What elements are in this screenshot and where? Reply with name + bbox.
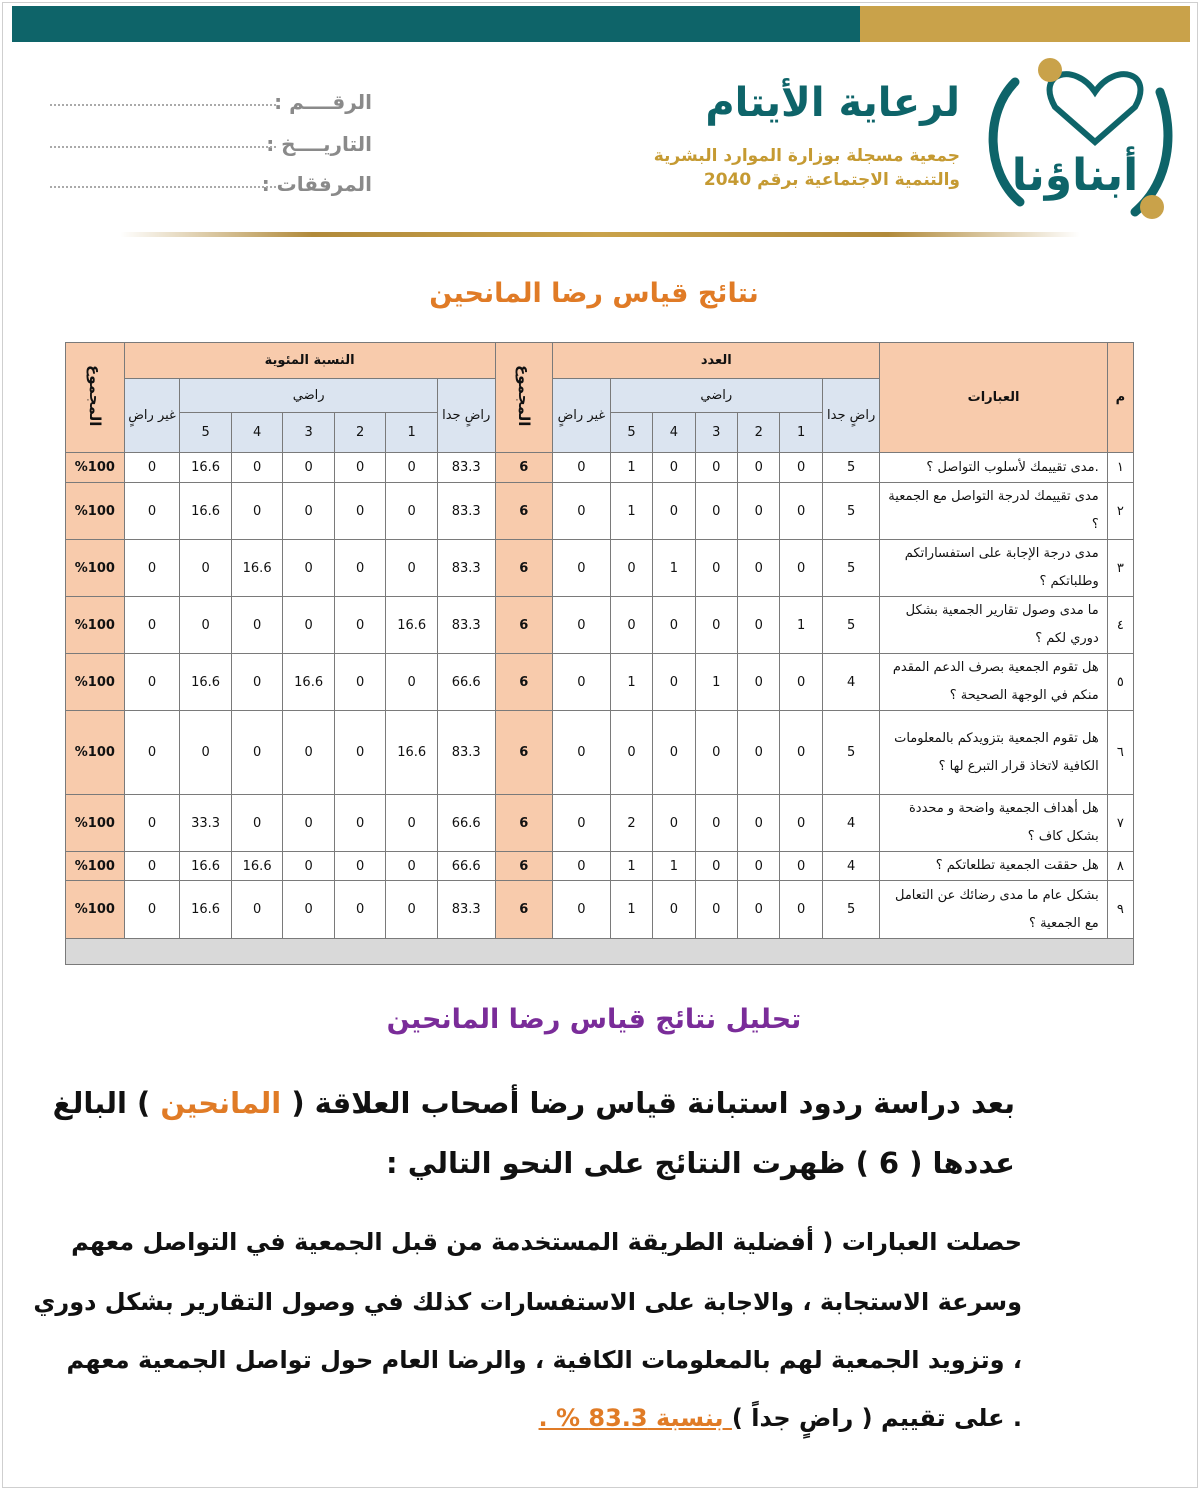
percent-cell: 0 (386, 453, 438, 483)
count-cell: 0 (553, 795, 611, 852)
count-cell: 0 (695, 852, 737, 881)
dotted-line (50, 146, 276, 148)
percent-total-cell: %100 (66, 597, 125, 654)
count-cell: 0 (553, 852, 611, 881)
statement-cell: هل تقوم الجمعية بصرف الدعم المقدم منكم في الوجهة الصحيحة ؟ (880, 654, 1107, 711)
percent-total-cell: %100 (66, 654, 125, 711)
count-cell: 0 (653, 453, 695, 483)
column-header-percent-total (66, 343, 125, 453)
percent-cell: 0 (334, 483, 386, 540)
percent-cell: 16.6 (283, 654, 335, 711)
percent-cell: 0 (283, 597, 335, 654)
total-label: المجموع (85, 364, 104, 427)
count-cell: 0 (553, 654, 611, 711)
percent-cell: 83.3 (437, 711, 495, 795)
count-cell: 1 (610, 483, 652, 540)
count-cell: 0 (610, 597, 652, 654)
percent-cell: 16.6 (180, 852, 232, 881)
percent-cell: 0 (334, 654, 386, 711)
level-header: 5 (610, 413, 652, 453)
percent-cell: 66.6 (437, 654, 495, 711)
percent-cell: 0 (386, 540, 438, 597)
row-number: ١ (1107, 453, 1133, 483)
percent-cell: 0 (231, 453, 283, 483)
date-label: التاريــــخ : (266, 132, 372, 156)
count-cell: 0 (653, 795, 695, 852)
row-number: ٤ (1107, 597, 1133, 654)
table-body (66, 453, 1134, 939)
percent-cell: 0 (334, 453, 386, 483)
count-cell: 0 (553, 483, 611, 540)
percent-total-cell: %100 (66, 852, 125, 881)
percent-cell: 0 (231, 711, 283, 795)
count-cell: 0 (695, 711, 737, 795)
percent-total-cell: %100 (66, 540, 125, 597)
donors-highlight: المانحين (150, 1086, 292, 1120)
analysis-intro-line-1 (53, 1086, 1015, 1120)
count-total-cell: 6 (495, 540, 553, 597)
percent-cell: 0 (124, 654, 180, 711)
percent-cell: 0 (231, 483, 283, 540)
count-cell: 0 (653, 597, 695, 654)
percent-cell: 0 (334, 881, 386, 939)
count-cell: 0 (738, 540, 780, 597)
percent-cell: 16.6 (180, 453, 232, 483)
count-cell: 0 (738, 597, 780, 654)
table-row (66, 654, 1134, 711)
row-number: ٥ (1107, 654, 1133, 711)
percent-cell: 0 (334, 711, 386, 795)
statement-cell: ما مدى وصول تقارير الجمعية بشكل دوري لكم ؟ (880, 597, 1107, 654)
level-header: 1 (386, 413, 438, 453)
statement-cell: مدى تقييمك لدرجة التواصل مع الجمعية ؟ (880, 483, 1107, 540)
count-cell: 0 (780, 540, 822, 597)
percent-cell: 16.6 (180, 483, 232, 540)
percent-cell: 83.3 (437, 597, 495, 654)
count-cell: 0 (695, 540, 737, 597)
statement-cell: هل أهداف الجمعية واضحة و محددة بشكل كاف ؟ (880, 795, 1107, 852)
count-cell: 0 (780, 852, 822, 881)
intro-text-start: بعد دراسة ردود استبانة قياس رضا أصحاب العلاقة ( (291, 1086, 1015, 1120)
percent-cell: 0 (283, 711, 335, 795)
count-cell: 0 (738, 453, 780, 483)
percent-total-cell: %100 (66, 711, 125, 795)
statement-cell: مدى درجة الإجابة على استفساراتكم وطلباتكم ؟ (880, 540, 1107, 597)
count-cell: 0 (738, 852, 780, 881)
percent-cell: 0 (283, 483, 335, 540)
percent-total-cell: %100 (66, 483, 125, 540)
reference-number-field (50, 90, 372, 116)
organization-logo (975, 52, 1180, 222)
count-cell: 0 (738, 795, 780, 852)
percent-cell: 16.6 (180, 881, 232, 939)
percent-cell: 0 (124, 453, 180, 483)
percent-cell: 16.6 (231, 540, 283, 597)
column-header-number: م (1107, 343, 1133, 453)
page-title: نتائج قياس رضا المانحين (429, 278, 759, 309)
percent-cell: 0 (334, 597, 386, 654)
percent-cell: 0 (283, 795, 335, 852)
rating-text: . على تقييم ( راضٍ جداً ) (731, 1404, 1022, 1432)
results-table (65, 342, 1134, 965)
row-number: ٨ (1107, 852, 1133, 881)
count-total-cell: 6 (495, 711, 553, 795)
level-header: 3 (283, 413, 335, 453)
analysis-body-line-2: وسرعة الاستجابة ، والاجابة على الاستفسارات كذلك في وصول التقارير بشكل دوري (33, 1288, 1022, 1316)
percent-total-cell: %100 (66, 881, 125, 939)
count-cell: 5 (822, 881, 880, 939)
row-number: ٦ (1107, 711, 1133, 795)
percent-cell: 66.6 (437, 795, 495, 852)
percent-total-cell: %100 (66, 453, 125, 483)
logo-wordmark: أبناؤنا (1011, 150, 1139, 201)
percentage-highlight: بنسبة 83.3 % . (538, 1404, 732, 1432)
percent-cell: 0 (283, 852, 335, 881)
percent-cell: 83.3 (437, 483, 495, 540)
column-header-very-satisfied: راضٍ جدا (822, 379, 880, 453)
count-cell: 1 (695, 654, 737, 711)
percent-cell: 0 (180, 711, 232, 795)
column-group-percent: النسبة المئوية (124, 343, 495, 379)
count-cell: 0 (780, 795, 822, 852)
statement-cell: هل تقوم الجمعية بتزويدكم بالمعلومات الكافية لاتخاذ قرار التبرع لها ؟ (880, 711, 1107, 795)
percent-cell: 0 (124, 795, 180, 852)
count-cell: 0 (738, 654, 780, 711)
count-cell: 0 (695, 453, 737, 483)
percent-cell: 0 (231, 795, 283, 852)
table-row (66, 453, 1134, 483)
count-cell: 0 (553, 711, 611, 795)
dotted-line (50, 104, 276, 106)
percent-cell: 0 (386, 881, 438, 939)
count-cell: 0 (738, 483, 780, 540)
percent-cell: 16.6 (180, 654, 232, 711)
analysis-body-line-1: حصلت العبارات ( أفضلية الطريقة المستخدمة من قبل الجمعية في التواصل معهم (71, 1228, 1022, 1256)
statement-cell: بشكل عام ما مدى رضائك عن التعامل مع الجمعية ؟ (880, 881, 1107, 939)
percent-cell: 0 (231, 597, 283, 654)
percent-cell: 0 (283, 540, 335, 597)
percent-cell: 0 (386, 654, 438, 711)
table-row (66, 795, 1134, 852)
count-cell: 0 (653, 654, 695, 711)
count-total-cell: 6 (495, 654, 553, 711)
percent-cell: 0 (180, 540, 232, 597)
percent-cell: 0 (231, 654, 283, 711)
level-header: 3 (695, 413, 737, 453)
level-header: 5 (180, 413, 232, 453)
reference-number-label: الرقــــم : (274, 90, 372, 114)
count-cell: 0 (780, 483, 822, 540)
dotted-line (50, 186, 276, 188)
count-cell: 0 (695, 597, 737, 654)
percent-cell: 16.6 (386, 597, 438, 654)
table-row (66, 711, 1134, 795)
attachments-label: المرفقات : (261, 172, 372, 196)
percent-cell: 0 (386, 852, 438, 881)
count-cell: 0 (695, 795, 737, 852)
percent-cell: 0 (386, 795, 438, 852)
registration-line-1: جمعية مسجلة بوزارة الموارد البشرية (653, 146, 960, 166)
column-header-very-satisfied: راضٍ جدا (437, 379, 495, 453)
percent-cell: 0 (283, 453, 335, 483)
header-band-teal (12, 6, 860, 42)
percent-cell: 0 (180, 597, 232, 654)
percent-cell: 0 (124, 852, 180, 881)
count-cell: 0 (610, 540, 652, 597)
percent-cell: 0 (386, 483, 438, 540)
statement-cell: هل حققت الجمعية تطلعاتكم ؟ (880, 852, 1107, 881)
count-cell: 0 (780, 711, 822, 795)
date-field (50, 132, 372, 158)
registration-line-2: والتنمية الاجتماعية برقم 2040 (703, 170, 960, 190)
percent-cell: 16.6 (386, 711, 438, 795)
total-label: المجموع (514, 364, 533, 427)
attachments-field (50, 172, 372, 198)
count-cell: 1 (610, 881, 652, 939)
count-cell: 0 (653, 483, 695, 540)
intro-text-end: ) البالغ (52, 1086, 151, 1120)
table-row (66, 852, 1134, 881)
count-cell: 0 (553, 540, 611, 597)
level-header: 4 (653, 413, 695, 453)
column-header-satisfied: راضي (610, 379, 822, 413)
count-cell: 0 (780, 453, 822, 483)
percent-cell: 83.3 (437, 881, 495, 939)
percent-cell: 0 (334, 852, 386, 881)
count-cell: 5 (822, 483, 880, 540)
row-number: ٢ (1107, 483, 1133, 540)
count-cell: 0 (780, 881, 822, 939)
count-cell: 4 (822, 852, 880, 881)
count-cell: 0 (610, 711, 652, 795)
analysis-title: تحليل نتائج قياس رضا المانحين (386, 1004, 802, 1035)
percent-cell: 0 (124, 881, 180, 939)
row-number: ٩ (1107, 881, 1133, 939)
analysis-body-line-4 (539, 1404, 1022, 1432)
column-header-count-total (495, 343, 553, 453)
row-number: ٣ (1107, 540, 1133, 597)
table-footer-bar (66, 939, 1134, 965)
count-cell: 1 (610, 453, 652, 483)
percent-cell: 16.6 (231, 852, 283, 881)
column-header-statements: العبارات (880, 343, 1107, 453)
analysis-body-line-3: ، وتزويد الجمعية لهم بالمعلومات الكافية ، والرضا العام حول تواصل الجمعية معهم (66, 1346, 1022, 1374)
count-cell: 0 (738, 711, 780, 795)
percent-cell: 0 (124, 711, 180, 795)
percent-cell: 83.3 (437, 453, 495, 483)
organization-name: لرعاية الأيتام (705, 80, 960, 126)
count-cell: 2 (610, 795, 652, 852)
table-row (66, 881, 1134, 939)
count-total-cell: 6 (495, 483, 553, 540)
count-cell: 0 (695, 881, 737, 939)
percent-cell: 0 (334, 795, 386, 852)
count-cell: 1 (653, 852, 695, 881)
count-total-cell: 6 (495, 881, 553, 939)
analysis-intro-line-2: عددها ( 6 ) ظهرت النتائج على النحو التالي : (386, 1146, 1015, 1180)
count-cell: 1 (780, 597, 822, 654)
count-total-cell: 6 (495, 597, 553, 654)
count-total-cell: 6 (495, 453, 553, 483)
count-cell: 5 (822, 597, 880, 654)
count-cell: 0 (780, 654, 822, 711)
count-cell: 1 (610, 654, 652, 711)
count-cell: 0 (738, 881, 780, 939)
statement-cell: .مدى تقييمك لأسلوب التواصل ؟ (880, 453, 1107, 483)
count-cell: 5 (822, 711, 880, 795)
count-cell: 1 (610, 852, 652, 881)
count-total-cell: 6 (495, 852, 553, 881)
row-number: ٧ (1107, 795, 1133, 852)
count-cell: 5 (822, 540, 880, 597)
table-row (66, 597, 1134, 654)
header-divider (120, 232, 1080, 237)
level-header: 2 (738, 413, 780, 453)
table-row (66, 483, 1134, 540)
count-cell: 5 (822, 453, 880, 483)
heart-logo-icon (975, 52, 1180, 222)
percent-cell: 83.3 (437, 540, 495, 597)
count-cell: 0 (653, 711, 695, 795)
count-cell: 1 (653, 540, 695, 597)
count-cell: 4 (822, 654, 880, 711)
header-band-gold (860, 6, 1190, 42)
percent-cell: 33.3 (180, 795, 232, 852)
percent-cell: 0 (334, 540, 386, 597)
column-header-not-satisfied: غير راضٍ (124, 379, 180, 453)
percent-cell: 0 (124, 540, 180, 597)
count-total-cell: 6 (495, 795, 553, 852)
column-header-satisfied: راضي (180, 379, 438, 413)
column-group-count: العدد (553, 343, 880, 379)
level-header: 4 (231, 413, 283, 453)
level-header: 2 (334, 413, 386, 453)
percent-cell: 0 (231, 881, 283, 939)
percent-cell: 0 (124, 483, 180, 540)
column-header-not-satisfied: غير راضٍ (553, 379, 611, 453)
percent-cell: 66.6 (437, 852, 495, 881)
percent-total-cell: %100 (66, 795, 125, 852)
percent-cell: 0 (124, 597, 180, 654)
count-cell: 0 (653, 881, 695, 939)
count-cell: 0 (553, 881, 611, 939)
count-cell: 0 (695, 483, 737, 540)
percent-cell: 0 (283, 881, 335, 939)
table-row (66, 540, 1134, 597)
count-cell: 0 (553, 597, 611, 654)
level-header: 1 (780, 413, 822, 453)
count-cell: 4 (822, 795, 880, 852)
count-cell: 0 (553, 453, 611, 483)
